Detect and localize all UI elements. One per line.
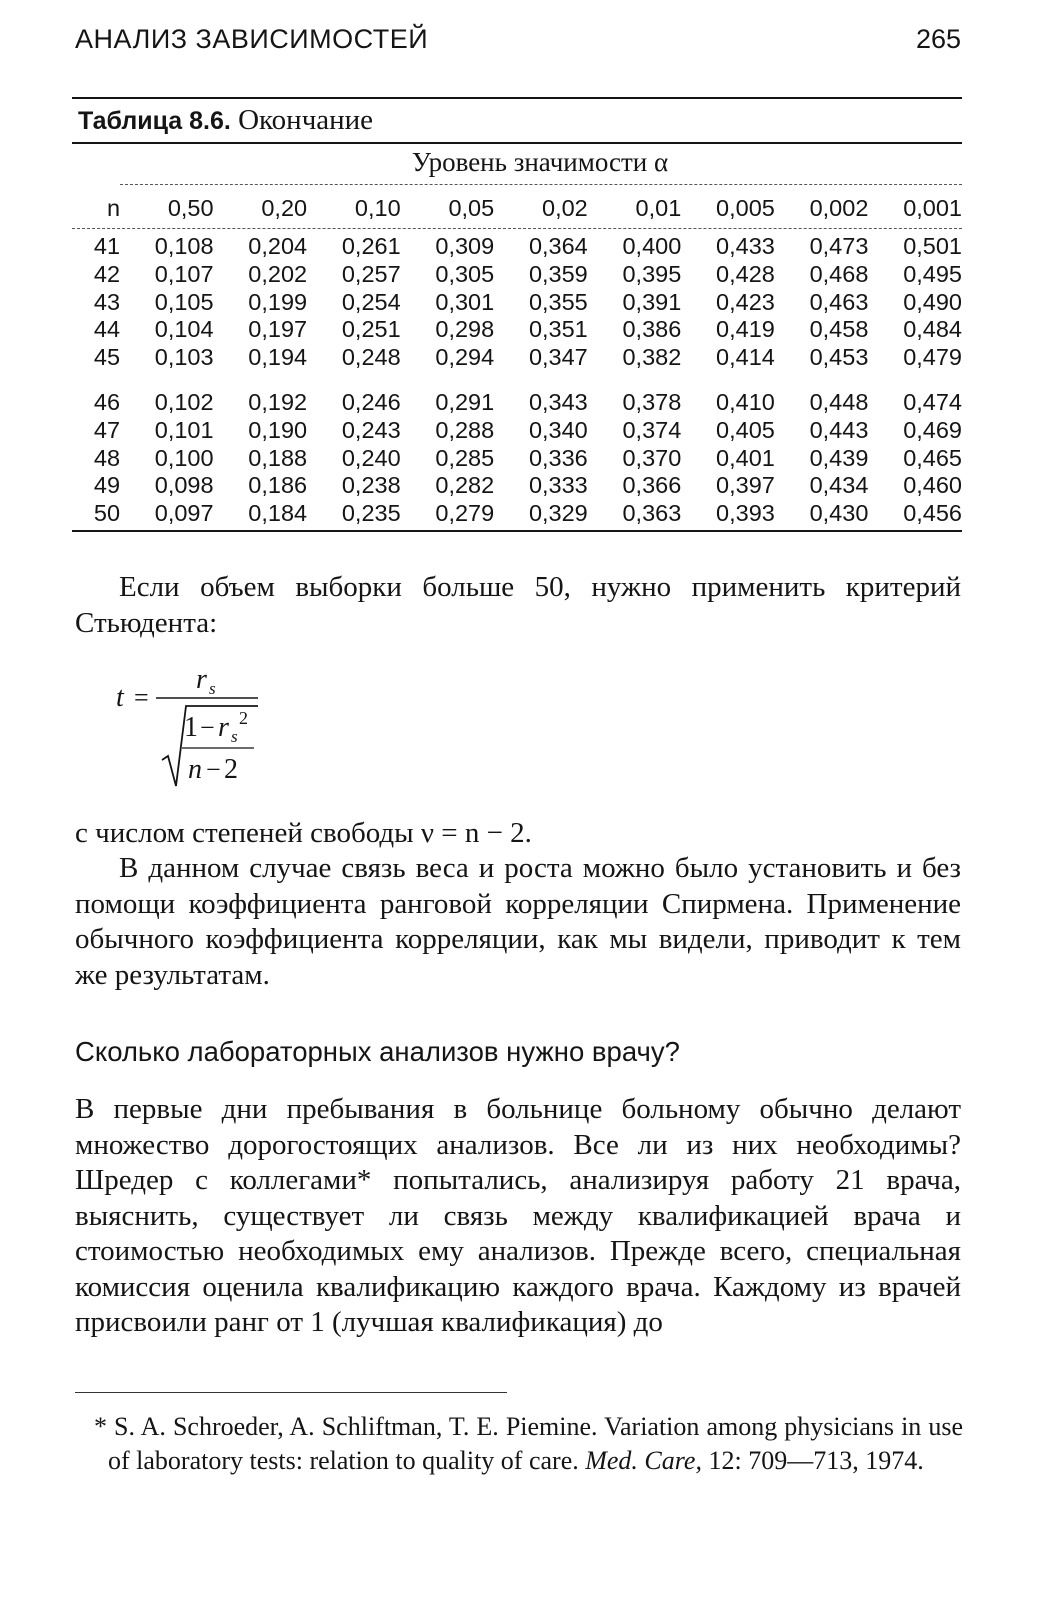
cell-critical-value: 0,104 [154, 316, 214, 343]
formula-inner-sub-s: s [231, 727, 238, 746]
column-header-alpha: 0,001 [903, 194, 962, 221]
cell-critical-value: 0,410 [716, 389, 775, 415]
cell-critical-value: 0,433 [716, 233, 775, 259]
footnote-pages-year: 12: 709—713, 1974. [708, 1446, 924, 1475]
cell-critical-value: 0,333 [528, 472, 588, 499]
cell-critical-value: 0,336 [528, 444, 588, 471]
cell-critical-value: 0,430 [809, 500, 869, 527]
paragraph-student-criterion: Если объем выборки больше 50, нужно применить критерий Стьюдента: [75, 571, 961, 639]
footnote-separator [75, 1392, 507, 1393]
cell-critical-value: 0,456 [903, 500, 962, 527]
page-number: 265 [915, 24, 961, 54]
table-header-row [72, 193, 962, 223]
cell-critical-value: 0,194 [248, 344, 308, 371]
formula-two: 2 [224, 754, 238, 785]
column-header-alpha: 0,05 [448, 194, 495, 221]
formula-n: n [188, 754, 202, 785]
cell-critical-value: 0,448 [809, 389, 869, 415]
cell-critical-value: 0,186 [248, 472, 308, 499]
student-t-formula [110, 660, 280, 800]
formula-t: t [116, 682, 124, 713]
table-row [72, 417, 962, 445]
cell-critical-value: 0,199 [248, 288, 308, 315]
cell-critical-value: 0,343 [528, 389, 588, 415]
table-caption-rule [72, 142, 962, 144]
cell-critical-value: 0,298 [435, 316, 495, 343]
cell-critical-value: 0,458 [809, 316, 869, 343]
table-body-rows-46-50 [72, 389, 962, 528]
cell-critical-value: 0,107 [154, 260, 214, 287]
footnote [94, 1410, 963, 1478]
cell-critical-value: 0,103 [154, 344, 214, 371]
cell-critical-value: 0,257 [341, 260, 401, 287]
table-top-rule [72, 97, 962, 99]
cell-critical-value: 0,393 [716, 500, 775, 527]
formula-inner-r: r [218, 712, 229, 743]
cell-critical-value: 0,370 [622, 444, 682, 471]
footnote-marker: * [94, 1412, 107, 1441]
table-caption [78, 104, 373, 137]
table-row [72, 472, 962, 500]
cell-critical-value: 0,473 [809, 233, 869, 259]
formula-minus-2: − [206, 755, 221, 784]
cell-critical-value: 0,359 [528, 260, 588, 287]
table-caption-text: Окончание [238, 104, 374, 136]
cell-critical-value: 0,397 [716, 472, 775, 499]
cell-critical-value: 0,240 [341, 444, 401, 471]
cell-critical-value: 0,246 [341, 389, 401, 415]
cell-n: 45 [93, 344, 121, 371]
cell-critical-value: 0,443 [809, 416, 869, 443]
cell-critical-value: 0,243 [341, 416, 401, 443]
cell-critical-value: 0,190 [248, 416, 308, 443]
cell-critical-value: 0,192 [248, 389, 308, 415]
cell-critical-value: 0,254 [341, 288, 401, 315]
cell-critical-value: 0,347 [528, 344, 588, 371]
cell-critical-value: 0,495 [903, 260, 962, 287]
column-header-alpha: 0,002 [809, 194, 869, 221]
table-row [72, 500, 962, 528]
cell-critical-value: 0,251 [341, 316, 401, 343]
cell-critical-value: 0,391 [622, 288, 682, 315]
cell-critical-value: 0,184 [248, 500, 308, 527]
cell-critical-value: 0,364 [528, 233, 588, 259]
cell-critical-value: 0,188 [248, 444, 308, 471]
cell-critical-value: 0,291 [435, 389, 495, 415]
cell-critical-value: 0,374 [622, 416, 682, 443]
table-row [72, 445, 962, 473]
cell-critical-value: 0,378 [622, 389, 682, 415]
column-header-alpha: 0,01 [635, 194, 682, 221]
cell-critical-value: 0,401 [716, 444, 775, 471]
cell-critical-value: 0,202 [248, 260, 308, 287]
cell-critical-value: 0,235 [341, 500, 401, 527]
cell-critical-value: 0,419 [716, 316, 775, 343]
cell-critical-value: 0,285 [435, 444, 495, 471]
table-row [72, 261, 962, 289]
formula-inner-sup-2: 2 [239, 708, 248, 728]
table-row [72, 233, 962, 261]
significance-level-header: Уровень значимости α [411, 147, 669, 177]
cell-critical-value: 0,414 [716, 344, 775, 371]
cell-critical-value: 0,366 [622, 472, 682, 499]
cell-critical-value: 0,309 [435, 233, 495, 259]
cell-critical-value: 0,463 [809, 288, 869, 315]
table-row [72, 289, 962, 317]
cell-critical-value: 0,405 [716, 416, 775, 443]
formula-numerator-r: r [196, 664, 207, 695]
cell-critical-value: 0,460 [903, 472, 962, 499]
group-header-dashed-rule [120, 184, 962, 185]
cell-n: 47 [93, 416, 121, 443]
cell-n: 42 [93, 260, 121, 287]
cell-critical-value: 0,197 [248, 316, 308, 343]
cell-critical-value: 0,248 [341, 344, 401, 371]
cell-n: 49 [93, 472, 121, 499]
cell-critical-value: 0,434 [809, 472, 869, 499]
cell-critical-value: 0,238 [341, 472, 401, 499]
table-row [72, 389, 962, 417]
cell-critical-value: 0,340 [528, 416, 588, 443]
cell-critical-value: 0,204 [248, 233, 308, 259]
formula-one: 1 [184, 712, 198, 743]
cell-n: 44 [93, 316, 121, 343]
column-header-dashed-rule [72, 228, 962, 229]
cell-critical-value: 0,395 [622, 260, 682, 287]
cell-n: 50 [93, 500, 121, 527]
cell-critical-value: 0,382 [622, 344, 682, 371]
degrees-of-freedom-line: с числом степеней свободы ν = n − 2. [75, 817, 532, 849]
cell-critical-value: 0,098 [154, 472, 214, 499]
table-caption-label: Таблица 8.6. [78, 107, 231, 135]
cell-critical-value: 0,386 [622, 316, 682, 343]
column-header-alpha: 0,20 [261, 194, 308, 221]
cell-critical-value: 0,288 [435, 416, 495, 443]
cell-critical-value: 0,469 [903, 416, 962, 443]
table-column-header [72, 193, 962, 223]
cell-critical-value: 0,108 [154, 233, 214, 259]
column-header-alpha: 0,50 [167, 194, 214, 221]
cell-critical-value: 0,423 [716, 288, 775, 315]
cell-critical-value: 0,261 [341, 233, 401, 259]
cell-critical-value: 0,105 [154, 288, 214, 315]
footnote-citation: S. A. Schroeder, A. Schliftman, T. E. Piemine. Variation among physicians in use of laboratory tests: relation to quality of care. [108, 1412, 963, 1475]
table-bottom-rule [72, 530, 962, 532]
cell-critical-value: 0,474 [903, 389, 962, 415]
cell-critical-value: 0,428 [716, 260, 775, 287]
column-header-n: n [106, 194, 121, 221]
formula-equals: = [134, 683, 149, 712]
cell-critical-value: 0,363 [622, 500, 682, 527]
cell-critical-value: 0,101 [154, 416, 214, 443]
cell-critical-value: 0,351 [528, 316, 588, 343]
cell-critical-value: 0,453 [809, 344, 869, 371]
cell-n: 48 [93, 444, 121, 471]
cell-critical-value: 0,282 [435, 472, 495, 499]
column-header-alpha: 0,005 [716, 194, 775, 221]
cell-critical-value: 0,479 [903, 344, 962, 371]
cell-critical-value: 0,439 [809, 444, 869, 471]
table-body-rows-41-45 [72, 233, 962, 372]
cell-critical-value: 0,465 [903, 444, 962, 471]
column-header-alpha: 0,02 [542, 194, 588, 221]
cell-critical-value: 0,100 [154, 444, 214, 471]
table-row [72, 316, 962, 344]
cell-critical-value: 0,294 [435, 344, 495, 371]
paragraph-lab-tests: В первые дни пребывания в больнице больному обычно делают множество дорогостоящих анализов. Все ли из них необходимы? Шредер с коллегами* попытались, анализируя работу 21 врача, выяснить, существует ли связь между квалификацией врача и стоимостью необходимых ему анализов. Прежде всего, специальная комиссия оценила квалификацию каждого врача. Каждому из врачей присвоили ранг от 1 (лучшая квалификация) до [75, 1093, 961, 1338]
cell-critical-value: 0,400 [622, 233, 682, 259]
paragraph-spearman-note: В данном случае связь веса и роста можно было установить и без помощи коэффициента ранговой корреляции Спирмена. Применение обычного коэффициента корреляции, как мы видели, приводит к тем же результатам. [75, 852, 961, 991]
column-header-alpha: 0,10 [354, 194, 401, 221]
cell-critical-value: 0,301 [435, 288, 495, 315]
cell-critical-value: 0,501 [903, 233, 962, 259]
cell-n: 46 [93, 389, 121, 415]
cell-critical-value: 0,484 [903, 316, 962, 343]
cell-critical-value: 0,097 [154, 500, 214, 527]
cell-critical-value: 0,279 [435, 500, 495, 527]
cell-critical-value: 0,102 [154, 389, 214, 415]
section-subheading: Сколько лабораторных анализов нужно врачу? [75, 1036, 680, 1067]
cell-critical-value: 0,490 [903, 288, 962, 315]
cell-n: 43 [93, 288, 121, 315]
running-title: АНАЛИЗ ЗАВИСИМОСТЕЙ [75, 24, 429, 54]
formula-minus: − [200, 713, 215, 742]
footnote-journal: Med. Care, [585, 1446, 702, 1475]
cell-critical-value: 0,468 [809, 260, 869, 287]
formula-numerator-sub-s: s [209, 679, 216, 698]
cell-n: 41 [93, 233, 121, 259]
cell-critical-value: 0,305 [435, 260, 495, 287]
cell-critical-value: 0,329 [528, 500, 588, 527]
cell-critical-value: 0,355 [528, 288, 588, 315]
table-row [72, 344, 962, 372]
